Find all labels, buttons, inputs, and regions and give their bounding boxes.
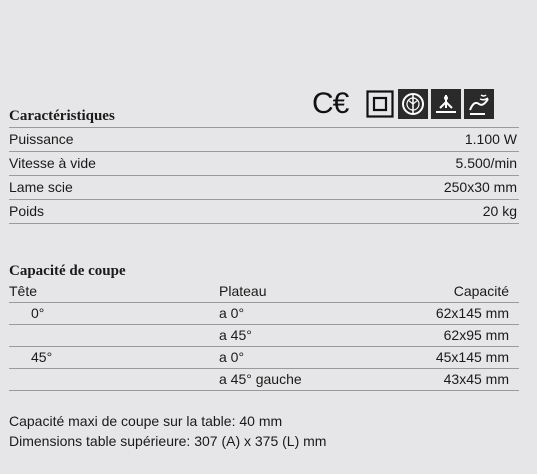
spec-value: 250x30 mm xyxy=(443,179,517,195)
cell-capacite: 43x45 mm xyxy=(443,371,509,387)
spec-label: Poids xyxy=(9,203,45,219)
header-tete: Tête xyxy=(9,283,38,299)
spec-value: 5.500/min xyxy=(455,155,517,171)
capacity-row xyxy=(9,303,519,325)
header-plateau: Plateau xyxy=(219,283,267,299)
spec-row xyxy=(9,176,519,200)
spec-value: 1.100 W xyxy=(464,131,517,147)
cell-plateau: a 0° xyxy=(219,305,245,321)
capacity-row xyxy=(9,369,519,391)
note-line: Dimensions table supérieure: 307 (A) x 375 (L) mm xyxy=(9,433,327,449)
spec-row xyxy=(9,200,519,224)
cell-capacite: 45x145 mm xyxy=(435,349,509,365)
capacity-row xyxy=(9,325,519,347)
cell-plateau: a 0° xyxy=(219,349,245,365)
cell-tete: 45° xyxy=(31,349,53,365)
capacity-header-row xyxy=(9,281,519,303)
cutting-capacity-table xyxy=(9,262,519,391)
spec-row xyxy=(9,152,519,176)
header-capacite: Capacité xyxy=(453,283,509,299)
specs-title: Caractéristiques xyxy=(9,106,519,128)
capacity-title: Capacité de coupe xyxy=(9,263,126,279)
note-line: Capacité maxi de coupe sur la table: 40 mm xyxy=(9,413,283,429)
spec-row xyxy=(9,128,519,152)
notes xyxy=(9,411,326,451)
cell-tete: 0° xyxy=(31,305,45,321)
cell-capacite: 62x95 mm xyxy=(443,327,509,343)
cell-tete xyxy=(9,325,219,346)
cell-plateau: a 45° xyxy=(219,327,252,343)
capacity-row xyxy=(9,347,519,369)
cell-tete xyxy=(9,369,219,390)
spec-label: Lame scie xyxy=(9,179,73,195)
spec-value: 20 kg xyxy=(482,203,517,219)
spec-label: Vitesse à vide xyxy=(9,155,96,171)
specifications-table xyxy=(9,106,519,224)
cell-plateau: a 45° gauche xyxy=(219,371,302,387)
spec-label: Puissance xyxy=(9,131,74,147)
cell-capacite: 62x145 mm xyxy=(435,305,509,321)
ce-mark-icon: C€ xyxy=(312,87,349,120)
